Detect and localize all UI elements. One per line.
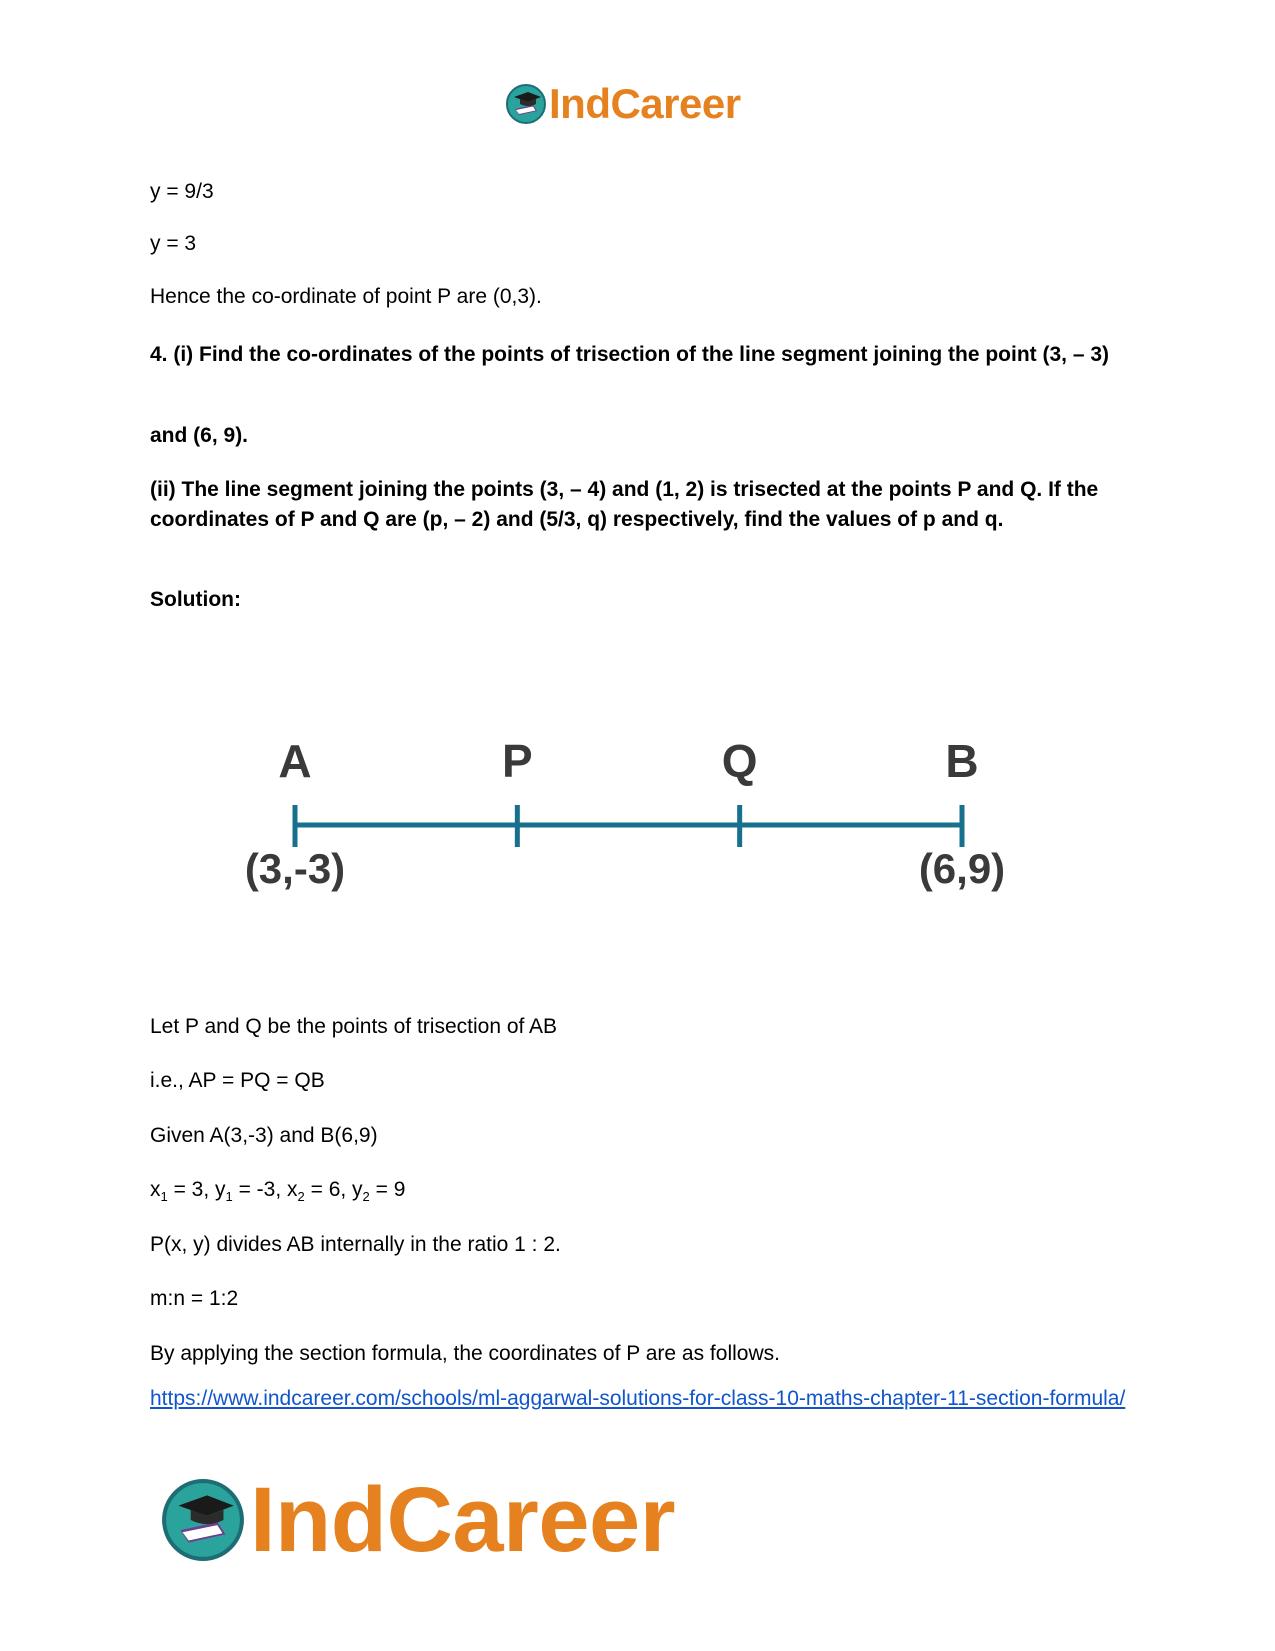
header-logo-text: IndCareer (549, 80, 741, 127)
solution-text: m:n = 1:2 (150, 1287, 239, 1310)
text-line: y = 9/3 (150, 180, 214, 203)
point-coord-b: (6,9) (918, 845, 1006, 892)
conclusion-text: Hence the co-ordinate of point P are (0,3). (150, 285, 542, 308)
solution-text: Let P and Q be the points of trisection of AB (150, 1015, 558, 1038)
solution-text: Given A(3,-3) and B(6,9) (150, 1124, 378, 1147)
question-4-i-continued: and (6, 9). (150, 424, 249, 447)
header-logo (505, 80, 741, 128)
graduation-cap-book-icon (160, 1477, 246, 1563)
graduation-cap-book-icon (505, 83, 547, 125)
solution-text: P(x, y) divides AB internally in the ratio 1 : 2. (150, 1233, 561, 1256)
source-link[interactable]: https://www.indcareer.com/schools/ml-aggarwal-solutions-for-class-10-maths-chapter-11-section-formula/ (150, 1387, 1126, 1410)
coordinates-line: $x_1 = 3$, $y_1 = -3$, $x_2 = 6$, $y_2 = 9$ (150, 1178, 406, 1205)
point-label-p: P (501, 735, 533, 787)
solution-text: i.e., AP = PQ = QB (150, 1069, 325, 1092)
question-4-i: 4. (i) Find the co-ordinates of the points of trisection of the line segment joining the point (3, – 3) (150, 343, 1110, 366)
point-label-q: Q (721, 735, 758, 787)
point-coord-a: (3,-3) (244, 845, 346, 892)
point-label-b: B (945, 735, 979, 787)
footer-logo-text: IndCareer (250, 1469, 675, 1571)
point-label-a: A (278, 735, 312, 787)
solution-heading: Solution: (150, 588, 241, 611)
question-4-ii: (ii) The line segment joining the points (3, – 4) and (1, 2) is trisected at the points P and Q. If the coordinates of P and Q are (p, – 2) and (5/3, q) respectively, find the values of p and q. (150, 478, 1099, 531)
footer-logo (160, 1470, 675, 1570)
trisection-diagram (220, 735, 1040, 895)
solution-text: By applying the section formula, the coordinates of P are as follows. (150, 1342, 780, 1365)
text-line: y = 3 (150, 232, 197, 255)
